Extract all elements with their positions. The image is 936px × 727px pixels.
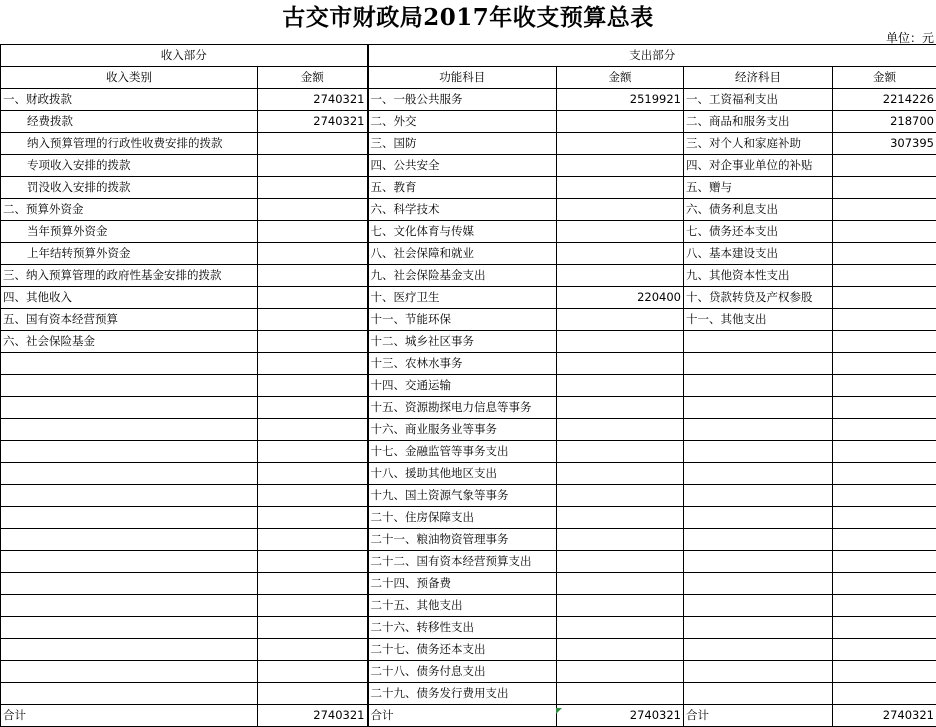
sheet-title: 古交市财政局2017年收支预算总表 bbox=[0, 0, 936, 33]
functional-subject-cell[interactable]: 一、一般公共服务 bbox=[368, 89, 557, 111]
table-row bbox=[1, 177, 936, 199]
income-amount-cell[interactable]: 2740321 bbox=[258, 89, 368, 111]
income-category-cell[interactable]: 罚没收入安排的拨款 bbox=[1, 177, 258, 199]
table-row bbox=[1, 221, 936, 243]
table-row bbox=[1, 595, 936, 617]
economic-amount-cell[interactable] bbox=[833, 463, 936, 485]
economic-subject-cell[interactable] bbox=[684, 683, 833, 705]
table-row bbox=[1, 507, 936, 529]
table-row bbox=[1, 397, 936, 419]
functional-amount-cell[interactable] bbox=[557, 485, 684, 507]
functional-subject-cell[interactable]: 四、公共安全 bbox=[368, 155, 557, 177]
functional-subject-cell[interactable]: 十九、国土资源气象等事务 bbox=[368, 485, 557, 507]
table-row bbox=[1, 485, 936, 507]
functional-amount-cell[interactable] bbox=[557, 397, 684, 419]
income-amount-cell[interactable] bbox=[258, 595, 368, 617]
functional-subject-cell[interactable]: 二、外交 bbox=[368, 111, 557, 133]
economic-amount-cell[interactable]: 307395 bbox=[833, 133, 936, 155]
functional-subject-cell[interactable]: 十八、援助其他地区支出 bbox=[368, 463, 557, 485]
economic-subject-cell[interactable]: 十一、其他支出 bbox=[684, 309, 833, 331]
income-category-header: 收入类别 bbox=[1, 67, 258, 89]
table-row bbox=[1, 375, 936, 397]
income-amount-cell[interactable] bbox=[258, 463, 368, 485]
functional-amount-cell[interactable] bbox=[557, 441, 684, 463]
income-amount-cell[interactable] bbox=[258, 441, 368, 463]
economic-subject-cell[interactable] bbox=[684, 419, 833, 441]
income-category-cell[interactable]: 当年预算外资金 bbox=[1, 221, 258, 243]
economic-subject-cell[interactable] bbox=[684, 639, 833, 661]
table-row bbox=[1, 683, 936, 705]
economic-amount-cell[interactable] bbox=[833, 243, 936, 265]
functional-amount-cell[interactable] bbox=[557, 309, 684, 331]
functional-subject-cell[interactable]: 二十五、其他支出 bbox=[368, 595, 557, 617]
economic-amount-cell[interactable] bbox=[833, 507, 936, 529]
functional-subject-cell[interactable]: 十四、交通运输 bbox=[368, 375, 557, 397]
budget-table bbox=[0, 44, 936, 727]
economic-amount-cell[interactable]: 218700 bbox=[833, 111, 936, 133]
economic-subject-cell[interactable] bbox=[684, 331, 833, 353]
economic-subject-header: 经济科目 bbox=[684, 67, 833, 89]
income-amount-cell[interactable] bbox=[258, 551, 368, 573]
economic-amount-cell[interactable] bbox=[833, 331, 936, 353]
economic-amount-cell[interactable] bbox=[833, 199, 936, 221]
functional-amount-cell[interactable] bbox=[557, 375, 684, 397]
economic-subject-cell[interactable] bbox=[684, 441, 833, 463]
functional-subject-cell[interactable]: 八、社会保障和就业 bbox=[368, 243, 557, 265]
functional-amount-cell[interactable] bbox=[557, 133, 684, 155]
economic-subject-cell[interactable]: 合计 bbox=[684, 705, 833, 727]
functional-amount-cell[interactable]: 220400 bbox=[557, 287, 684, 309]
economic-subject-cell[interactable]: 四、对企事业单位的补贴 bbox=[684, 155, 833, 177]
functional-subject-cell[interactable]: 二十六、转移性支出 bbox=[368, 617, 557, 639]
income-amount-cell[interactable] bbox=[258, 573, 368, 595]
functional-amount-cell[interactable] bbox=[557, 155, 684, 177]
income-category-cell[interactable] bbox=[1, 441, 258, 463]
income-amount-header: 金额 bbox=[258, 67, 368, 89]
table-row bbox=[1, 243, 936, 265]
functional-subject-cell[interactable]: 二十九、债务发行费用支出 bbox=[368, 683, 557, 705]
income-category-cell[interactable]: 合计 bbox=[1, 705, 258, 727]
income-amount-cell[interactable] bbox=[258, 375, 368, 397]
table-row bbox=[1, 661, 936, 683]
economic-amount-cell[interactable] bbox=[833, 265, 936, 287]
income-amount-cell[interactable] bbox=[258, 683, 368, 705]
economic-subject-cell[interactable]: 五、赠与 bbox=[684, 177, 833, 199]
economic-subject-cell[interactable] bbox=[684, 573, 833, 595]
economic-subject-cell[interactable]: 一、工资福利支出 bbox=[684, 89, 833, 111]
table-row bbox=[1, 617, 936, 639]
table-row bbox=[1, 287, 936, 309]
economic-amount-cell[interactable] bbox=[833, 441, 936, 463]
income-category-cell[interactable]: 四、其他收入 bbox=[1, 287, 258, 309]
income-amount-cell[interactable] bbox=[258, 507, 368, 529]
economic-amount-cell[interactable] bbox=[833, 617, 936, 639]
income-category-cell[interactable] bbox=[1, 551, 258, 573]
functional-subject-cell[interactable]: 十三、农林水事务 bbox=[368, 353, 557, 375]
economic-amount-header: 金额 bbox=[833, 67, 936, 89]
income-category-cell[interactable]: 专项收入安排的拨款 bbox=[1, 155, 258, 177]
income-amount-cell[interactable] bbox=[258, 133, 368, 155]
economic-amount-cell[interactable] bbox=[833, 397, 936, 419]
income-amount-cell[interactable]: 2740321 bbox=[258, 705, 368, 727]
economic-amount-cell[interactable] bbox=[833, 639, 936, 661]
income-amount-cell[interactable] bbox=[258, 485, 368, 507]
income-category-cell[interactable]: 五、国有资本经营预算 bbox=[1, 309, 258, 331]
income-category-cell[interactable] bbox=[1, 507, 258, 529]
income-category-cell[interactable] bbox=[1, 617, 258, 639]
functional-amount-cell[interactable] bbox=[557, 595, 684, 617]
income-category-cell[interactable] bbox=[1, 529, 258, 551]
functional-amount-cell[interactable] bbox=[557, 265, 684, 287]
economic-subject-cell[interactable]: 七、债务还本支出 bbox=[684, 221, 833, 243]
income-category-cell[interactable] bbox=[1, 463, 258, 485]
economic-amount-cell[interactable] bbox=[833, 287, 936, 309]
functional-subject-cell[interactable]: 九、社会保险基金支出 bbox=[368, 265, 557, 287]
income-amount-cell[interactable] bbox=[258, 221, 368, 243]
functional-subject-cell[interactable]: 二十四、预备费 bbox=[368, 573, 557, 595]
functional-amount-cell[interactable] bbox=[557, 507, 684, 529]
income-category-cell[interactable] bbox=[1, 397, 258, 419]
totals-row bbox=[1, 705, 936, 727]
table-row bbox=[1, 353, 936, 375]
functional-amount-cell[interactable] bbox=[557, 463, 684, 485]
income-section-header: 收入部分 bbox=[1, 45, 368, 67]
table-row bbox=[1, 199, 936, 221]
economic-amount-cell[interactable] bbox=[833, 661, 936, 683]
income-category-cell[interactable] bbox=[1, 485, 258, 507]
functional-subject-header: 功能科目 bbox=[368, 67, 557, 89]
functional-amount-cell[interactable] bbox=[557, 617, 684, 639]
functional-subject-cell[interactable]: 七、文化体育与传媒 bbox=[368, 221, 557, 243]
table-row bbox=[1, 111, 936, 133]
economic-amount-cell[interactable]: 2214226 bbox=[833, 89, 936, 111]
functional-amount-cell[interactable] bbox=[557, 199, 684, 221]
table-row bbox=[1, 463, 936, 485]
functional-amount-cell[interactable] bbox=[557, 419, 684, 441]
income-category-cell[interactable] bbox=[1, 639, 258, 661]
functional-subject-cell[interactable]: 五、教育 bbox=[368, 177, 557, 199]
economic-amount-cell[interactable] bbox=[833, 155, 936, 177]
income-category-cell[interactable] bbox=[1, 375, 258, 397]
economic-amount-cell[interactable] bbox=[833, 375, 936, 397]
functional-amount-cell[interactable] bbox=[557, 221, 684, 243]
functional-subject-cell[interactable]: 十、医疗卫生 bbox=[368, 287, 557, 309]
economic-amount-cell[interactable] bbox=[833, 683, 936, 705]
income-category-cell[interactable]: 经费拨款 bbox=[1, 111, 258, 133]
economic-subject-cell[interactable]: 九、其他资本性支出 bbox=[684, 265, 833, 287]
table-row bbox=[1, 309, 936, 331]
section-header-row bbox=[1, 45, 936, 67]
income-category-cell[interactable] bbox=[1, 661, 258, 683]
table-row bbox=[1, 529, 936, 551]
income-category-cell[interactable]: 一、财政拨款 bbox=[1, 89, 258, 111]
functional-subject-cell[interactable]: 二十二、国有资本经营预算支出 bbox=[368, 551, 557, 573]
economic-subject-cell[interactable] bbox=[684, 529, 833, 551]
table-row bbox=[1, 133, 936, 155]
economic-subject-cell[interactable] bbox=[684, 375, 833, 397]
functional-amount-cell[interactable] bbox=[557, 111, 684, 133]
economic-subject-cell[interactable]: 六、债务利息支出 bbox=[684, 199, 833, 221]
functional-subject-cell[interactable]: 十二、城乡社区事务 bbox=[368, 331, 557, 353]
functional-amount-cell[interactable] bbox=[557, 639, 684, 661]
functional-subject-cell[interactable]: 二十、住房保障支出 bbox=[368, 507, 557, 529]
income-category-cell[interactable]: 二、预算外资金 bbox=[1, 199, 258, 221]
income-amount-cell[interactable] bbox=[258, 287, 368, 309]
income-category-cell[interactable]: 三、纳入预算管理的政府性基金安排的拨款 bbox=[1, 265, 258, 287]
table-row bbox=[1, 89, 936, 111]
table-row bbox=[1, 551, 936, 573]
functional-amount-cell[interactable] bbox=[557, 529, 684, 551]
income-category-cell[interactable] bbox=[1, 573, 258, 595]
economic-subject-cell[interactable] bbox=[684, 507, 833, 529]
functional-amount-cell[interactable]: 2740321 bbox=[557, 705, 684, 727]
economic-amount-cell[interactable] bbox=[833, 177, 936, 199]
unit-label: 单位：元 bbox=[886, 31, 934, 45]
functional-subject-cell[interactable]: 合计 bbox=[368, 705, 557, 727]
income-amount-cell[interactable] bbox=[258, 199, 368, 221]
income-amount-cell[interactable] bbox=[258, 639, 368, 661]
income-amount-cell[interactable] bbox=[258, 397, 368, 419]
income-amount-cell[interactable]: 2740321 bbox=[258, 111, 368, 133]
functional-amount-cell[interactable] bbox=[557, 243, 684, 265]
income-category-cell[interactable]: 纳入预算管理的行政性收费安排的拨款 bbox=[1, 133, 258, 155]
functional-subject-cell[interactable]: 十七、金融监管等事务支出 bbox=[368, 441, 557, 463]
functional-amount-header: 金额 bbox=[557, 67, 684, 89]
income-amount-cell[interactable] bbox=[258, 243, 368, 265]
functional-amount-cell[interactable] bbox=[557, 353, 684, 375]
table-row bbox=[1, 639, 936, 661]
cell-comment-marker bbox=[556, 708, 562, 714]
economic-amount-cell[interactable] bbox=[833, 485, 936, 507]
table-row bbox=[1, 441, 936, 463]
economic-subject-cell[interactable] bbox=[684, 353, 833, 375]
functional-subject-cell[interactable]: 三、国防 bbox=[368, 133, 557, 155]
income-category-cell[interactable]: 上年结转预算外资金 bbox=[1, 243, 258, 265]
economic-subject-cell[interactable] bbox=[684, 551, 833, 573]
economic-amount-cell[interactable]: 2740321 bbox=[833, 705, 936, 727]
economic-amount-cell[interactable] bbox=[833, 353, 936, 375]
income-category-cell[interactable]: 六、社会保险基金 bbox=[1, 331, 258, 353]
economic-amount-cell[interactable] bbox=[833, 221, 936, 243]
economic-subject-cell[interactable]: 八、基本建设支出 bbox=[684, 243, 833, 265]
table-row bbox=[1, 331, 936, 353]
economic-subject-cell[interactable] bbox=[684, 463, 833, 485]
column-header-row bbox=[1, 67, 936, 89]
economic-amount-cell[interactable] bbox=[833, 309, 936, 331]
economic-subject-cell[interactable] bbox=[684, 485, 833, 507]
income-amount-cell[interactable] bbox=[258, 265, 368, 287]
functional-subject-cell[interactable]: 十一、节能环保 bbox=[368, 309, 557, 331]
functional-subject-cell[interactable]: 十六、商业服务业等事务 bbox=[368, 419, 557, 441]
income-amount-cell[interactable] bbox=[258, 155, 368, 177]
income-amount-cell[interactable] bbox=[258, 419, 368, 441]
economic-subject-cell[interactable] bbox=[684, 661, 833, 683]
income-category-cell[interactable] bbox=[1, 595, 258, 617]
economic-subject-cell[interactable]: 三、对个人和家庭补助 bbox=[684, 133, 833, 155]
economic-subject-cell[interactable] bbox=[684, 617, 833, 639]
table-row bbox=[1, 265, 936, 287]
functional-subject-cell[interactable]: 二十一、粮油物资管理事务 bbox=[368, 529, 557, 551]
table-row bbox=[1, 419, 936, 441]
economic-amount-cell[interactable] bbox=[833, 529, 936, 551]
economic-amount-cell[interactable] bbox=[833, 419, 936, 441]
income-amount-cell[interactable] bbox=[258, 353, 368, 375]
economic-subject-cell[interactable] bbox=[684, 595, 833, 617]
functional-subject-cell[interactable]: 二十八、债务付息支出 bbox=[368, 661, 557, 683]
functional-amount-cell[interactable] bbox=[557, 331, 684, 353]
economic-subject-cell[interactable] bbox=[684, 397, 833, 419]
income-category-cell[interactable] bbox=[1, 683, 258, 705]
income-amount-cell[interactable] bbox=[258, 309, 368, 331]
income-amount-cell[interactable] bbox=[258, 331, 368, 353]
income-amount-cell[interactable] bbox=[258, 617, 368, 639]
functional-amount-cell[interactable] bbox=[557, 551, 684, 573]
functional-amount-cell[interactable] bbox=[557, 683, 684, 705]
table-row bbox=[1, 573, 936, 595]
functional-subject-cell[interactable]: 十五、资源勘探电力信息等事务 bbox=[368, 397, 557, 419]
functional-amount-cell[interactable] bbox=[557, 573, 684, 595]
income-amount-cell[interactable] bbox=[258, 529, 368, 551]
income-amount-cell[interactable] bbox=[258, 661, 368, 683]
economic-amount-cell[interactable] bbox=[833, 595, 936, 617]
functional-amount-cell[interactable] bbox=[557, 177, 684, 199]
functional-amount-cell[interactable] bbox=[557, 661, 684, 683]
expense-section-header: 支出部分 bbox=[368, 45, 936, 67]
income-amount-cell[interactable] bbox=[258, 177, 368, 199]
functional-amount-cell[interactable]: 2519921 bbox=[557, 89, 684, 111]
economic-amount-cell[interactable] bbox=[833, 551, 936, 573]
functional-subject-cell[interactable]: 六、科学技术 bbox=[368, 199, 557, 221]
economic-subject-cell[interactable]: 二、商品和服务支出 bbox=[684, 111, 833, 133]
economic-amount-cell[interactable] bbox=[833, 573, 936, 595]
economic-subject-cell[interactable]: 十、贷款转贷及产权参股 bbox=[684, 287, 833, 309]
table-row bbox=[1, 155, 936, 177]
functional-subject-cell[interactable]: 二十七、债务还本支出 bbox=[368, 639, 557, 661]
income-category-cell[interactable] bbox=[1, 353, 258, 375]
income-category-cell[interactable] bbox=[1, 419, 258, 441]
